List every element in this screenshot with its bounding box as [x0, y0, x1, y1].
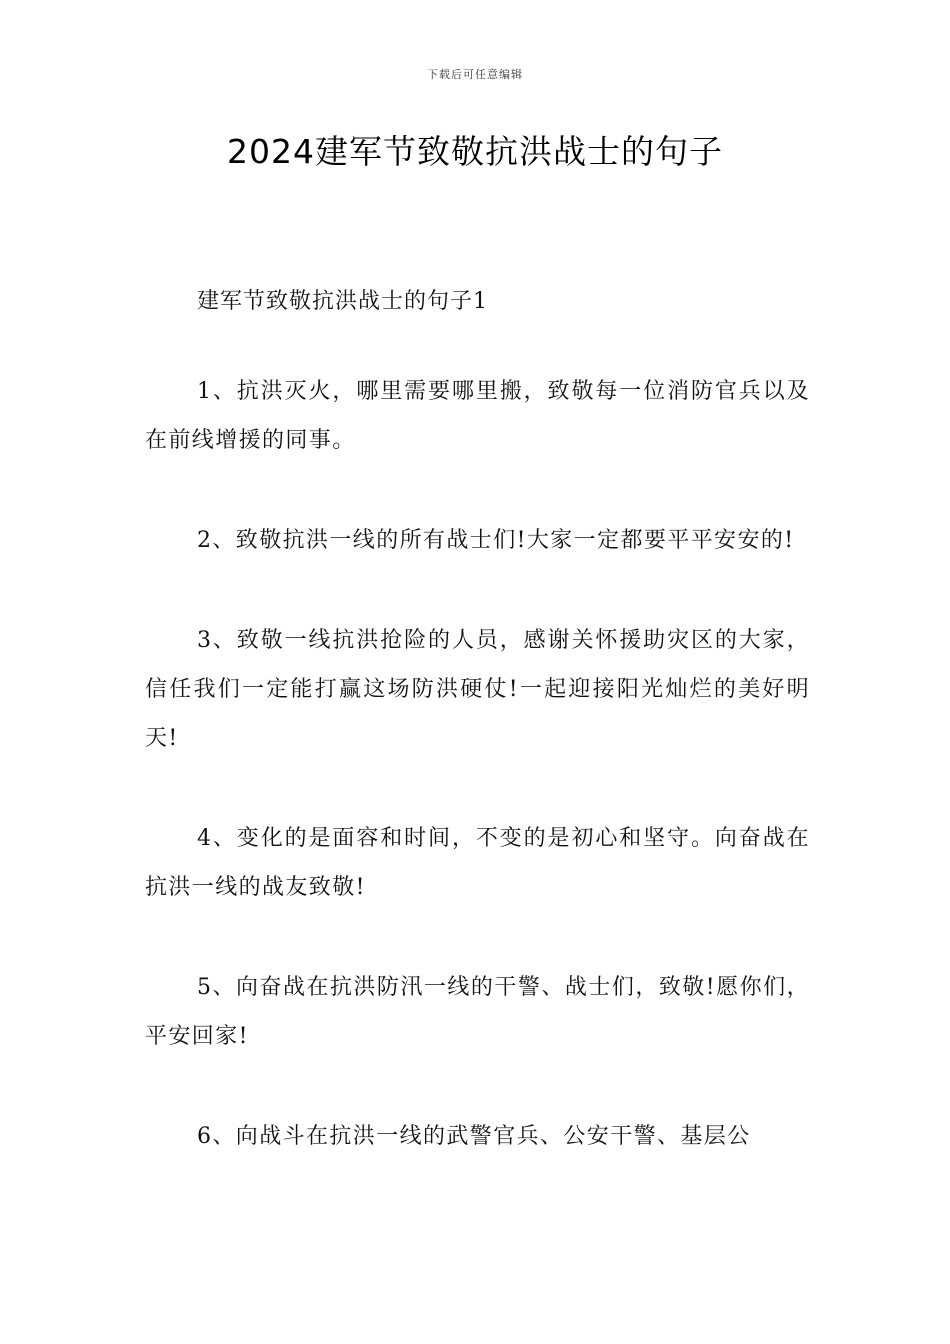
- paragraph-4: 4、变化的是面容和时间，不变的是初心和坚守。向奋战在抗洪一线的战友致敬!: [145, 826, 810, 900]
- document-body: [145, 285, 810, 1212]
- document-title: 2024建军节致敬抗洪战士的句子: [227, 132, 723, 171]
- section-heading: 建军节致敬抗洪战士的句子1: [197, 289, 488, 314]
- paragraph-1: 1、抗洪灭火，哪里需要哪里搬，致敬每一位消防官兵以及在前线增援的同事。: [145, 379, 810, 453]
- paragraph-5: 5、向奋战在抗洪防汛一线的干警、战士们，致敬!愿你们，平安回家!: [145, 975, 810, 1049]
- paragraph-6: 6、向战斗在抗洪一线的武警官兵、公安干警、基层公: [197, 1124, 751, 1149]
- header-note: 下载后可任意编辑: [427, 68, 523, 81]
- paragraph-2: 2、致敬抗洪一线的所有战士们!大家一定都要平平安安的!: [197, 528, 795, 553]
- paragraph-3: 3、致敬一线抗洪抢险的人员，感谢关怀援助灾区的大家，信任我们一定能打赢这场防洪硬仗!一起迎接阳光灿烂的美好明天!: [145, 628, 810, 751]
